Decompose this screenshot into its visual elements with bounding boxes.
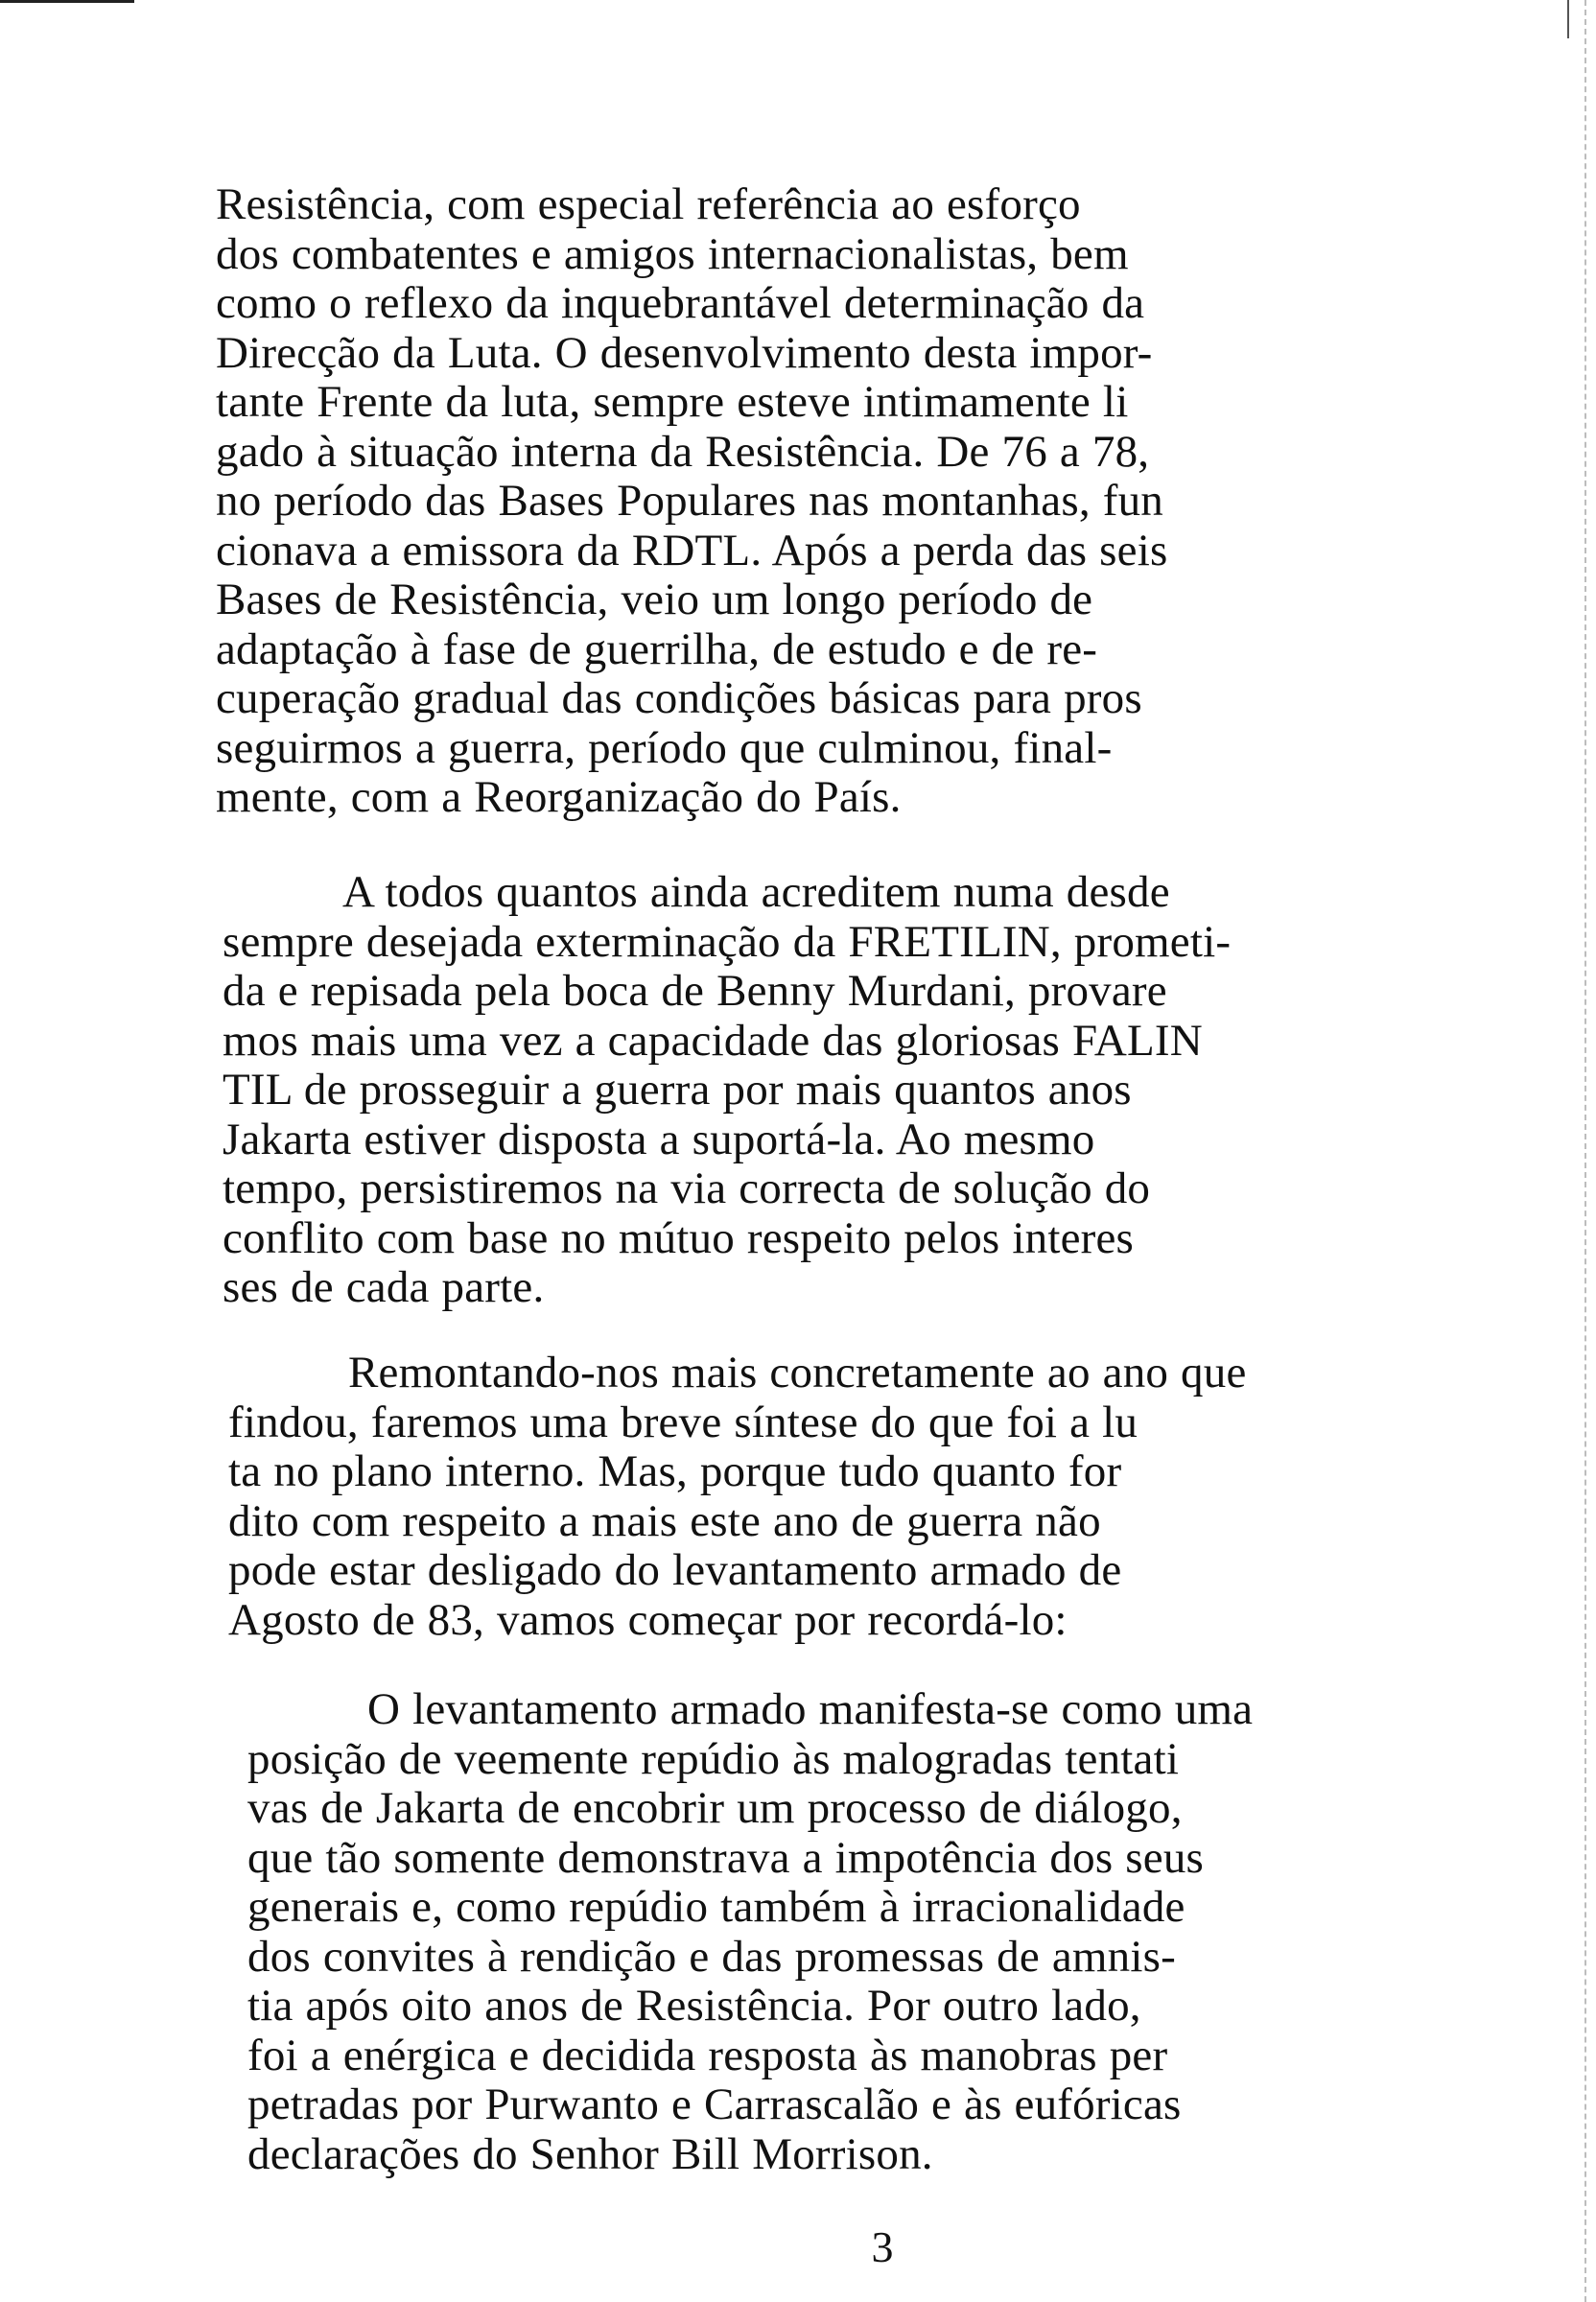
- text-line: ses de cada parte.: [223, 1262, 545, 1312]
- text-line: dito com respeito a mais este ano de guerra não: [228, 1495, 1101, 1546]
- text-line: posição de veemente repúdio às malogradas tentati: [247, 1733, 1180, 1784]
- text-line: que tão somente demonstrava a impotência dos seus: [247, 1832, 1205, 1883]
- text-line: Bases de Resistência, veio um longo período de: [216, 575, 1093, 624]
- text-line: sempre desejada exterminação da FRETILIN, prometi-: [223, 916, 1232, 967]
- text-line: O levantamento armado manifesta-se como uma: [367, 1684, 1254, 1734]
- scan-artifact-right-mark: [1567, 0, 1572, 38]
- scan-artifact-top: [0, 0, 134, 3]
- text-line: Remontando-nos mais concretamente ao ano que: [348, 1348, 1247, 1398]
- text-line: dos convites à rendição e das promessas de amnis-: [247, 1931, 1176, 1982]
- text-line: tante Frente da luta, sempre esteve intimamente li: [216, 377, 1129, 427]
- text-line: adaptação à fase de guerrilha, de estudo e de re-: [216, 623, 1098, 674]
- paragraph-1: [216, 180, 1472, 823]
- text-line: findou, faremos uma breve síntese do que foi a lu: [228, 1397, 1138, 1447]
- text-line: Direcção da Luta. O desenvolvimento desta impor-: [216, 327, 1153, 378]
- text-line: petradas por Purwanto e Carrascalão e às eufóricas: [247, 2079, 1182, 2129]
- text-line: como o reflexo da inquebrantável determinação da: [216, 278, 1145, 328]
- text-line: tempo, persistiremos na via correcta de solução do: [223, 1163, 1151, 1213]
- text-line: Agosto de 83, vamos começar por recordá-lo:: [228, 1594, 1068, 1645]
- page-number: 3: [871, 2222, 894, 2271]
- text-line: cuperação gradual das condições básicas para pros: [216, 673, 1142, 723]
- text-line: vas de Jakarta de encobrir um processo de diálogo,: [247, 1783, 1183, 1833]
- text-line: seguirmos a guerra, período que culminou, final-: [216, 722, 1113, 773]
- text-line: Jakarta estiver disposta a suportá-la. Ao mesmo: [223, 1114, 1095, 1164]
- scan-artifact-right-edge: [1584, 0, 1586, 2302]
- text-line: no período das Bases Populares nas montanhas, fun: [216, 476, 1163, 526]
- text-line: gado à situação interna da Resistência. De 76 a 78,: [216, 426, 1150, 477]
- text-line: mente, com a Reorganização do País.: [216, 772, 902, 822]
- text-line: A todos quantos ainda acreditem numa desde: [342, 867, 1170, 917]
- text-line: pode estar desligado do levantamento armado de: [228, 1545, 1122, 1595]
- text-line: conflito com base no mútuo respeito pelos interes: [223, 1212, 1135, 1263]
- text-line: cionava a emissora da RDTL. Após a perda das seis: [216, 525, 1168, 576]
- text-line: ta no plano interno. Mas, porque tudo quanto for: [228, 1446, 1122, 1496]
- text-line: foi a enérgica e decidida resposta às manobras per: [247, 2030, 1168, 2080]
- paragraph-3: [228, 1349, 1485, 1645]
- text-line: generais e, como repúdio também à irracionalidade: [247, 1882, 1185, 1932]
- text-line: TIL de prosseguir a guerra por mais quantos anos: [223, 1065, 1132, 1115]
- text-line: mos mais uma vez a capacidade das gloriosas FALIN: [223, 1015, 1203, 1066]
- text-line: tia após oito anos de Resistência. Por outro lado,: [247, 1981, 1141, 2031]
- paragraph-4: [247, 1685, 1504, 2179]
- text-line: Resistência, com especial referência ao esforço: [216, 179, 1081, 229]
- text-line: da e repisada pela boca de Benny Murdani, provare: [223, 966, 1167, 1016]
- paragraph-2: [223, 868, 1479, 1313]
- text-line: dos combatentes e amigos internacionalistas, bem: [216, 228, 1129, 279]
- text-line: declarações do Senhor Bill Morrison.: [247, 2128, 933, 2179]
